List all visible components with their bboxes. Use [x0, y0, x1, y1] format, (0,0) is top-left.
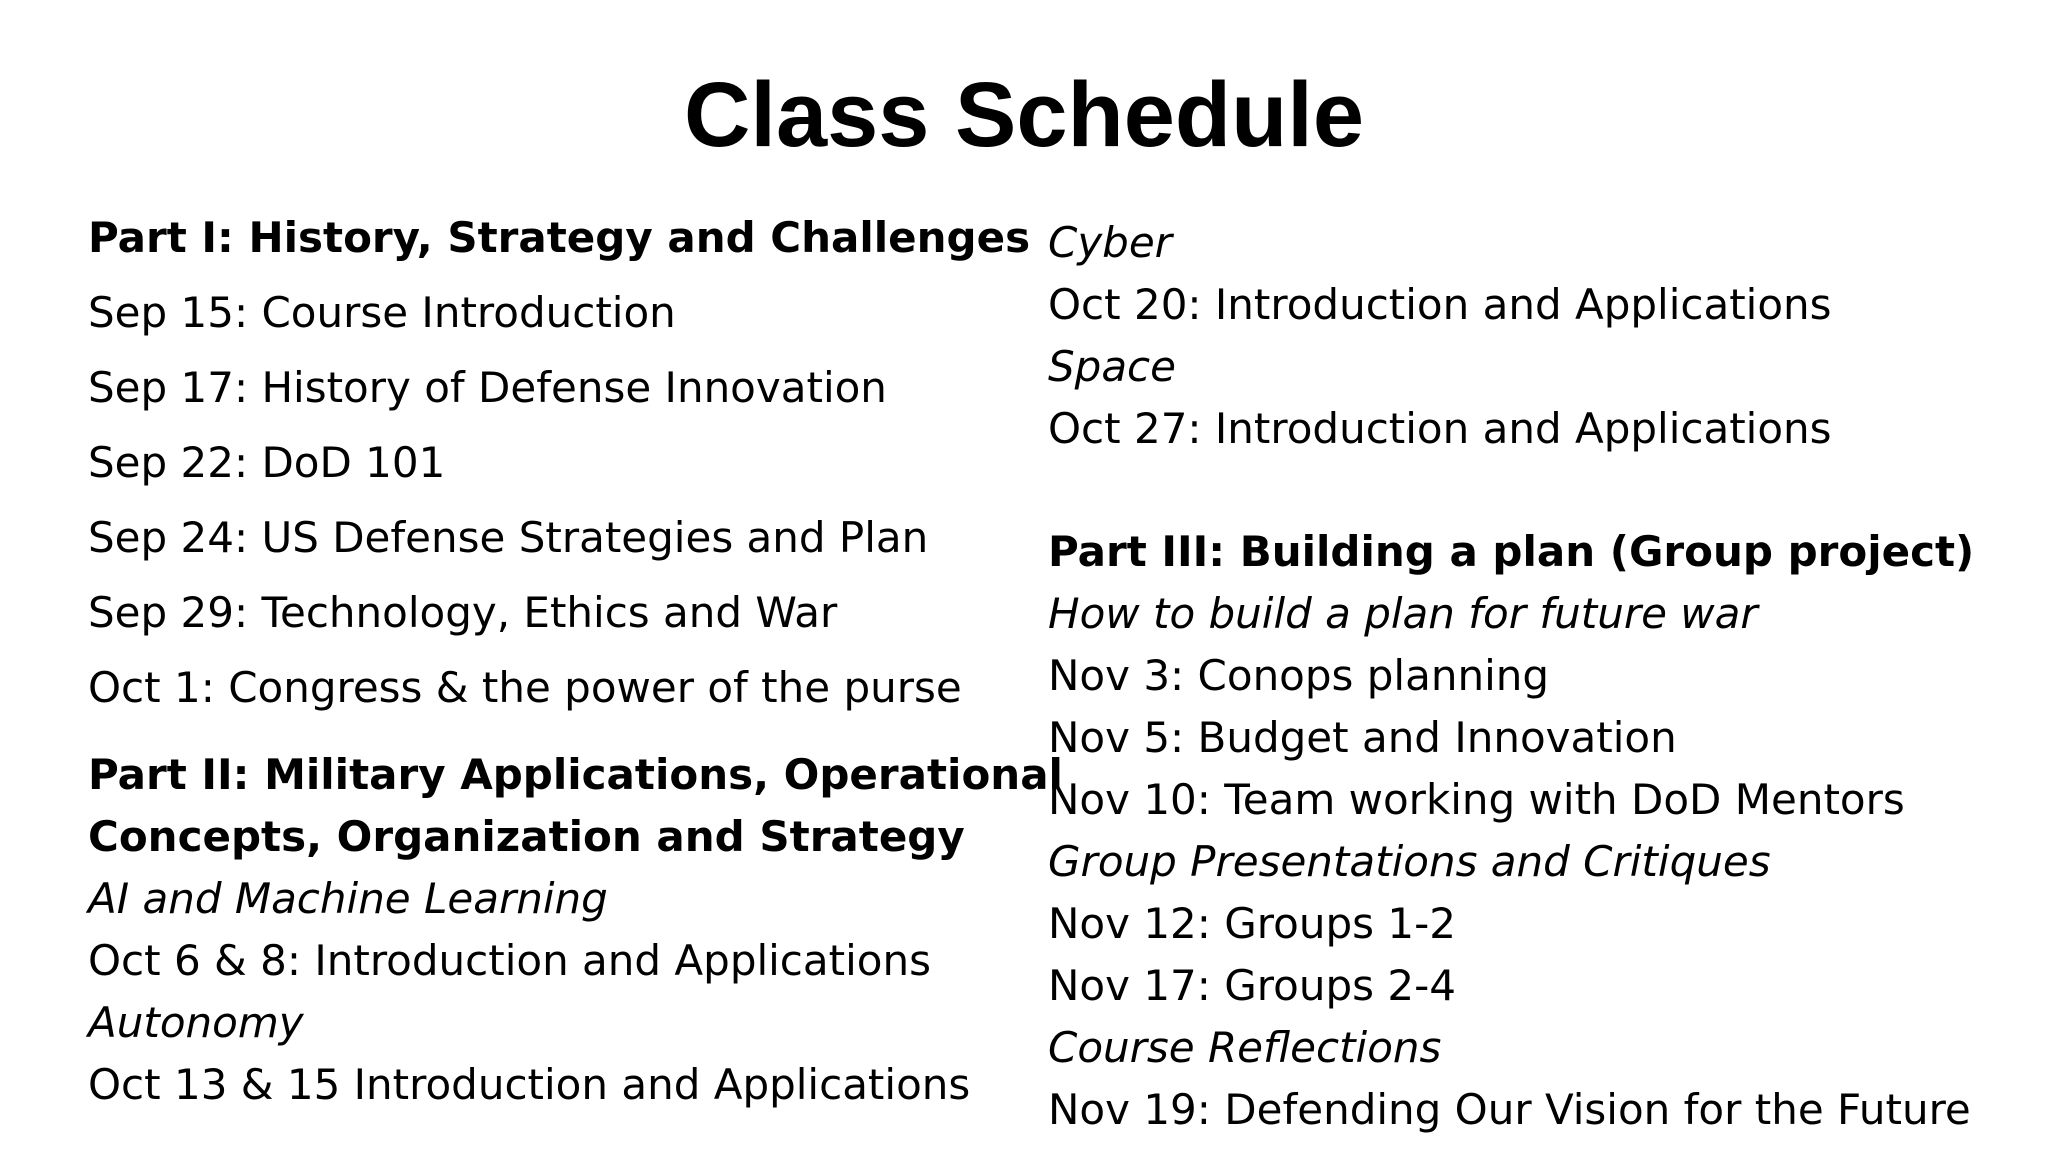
schedule-item: Sep 29: Technology, Ethics and War	[88, 588, 838, 637]
part3-heading: Part III: Building a plan (Group project)	[1048, 527, 1975, 576]
cyber-subheading: Cyber	[1048, 218, 1172, 267]
schedule-item: Oct 1: Congress & the power of the purse	[88, 663, 962, 712]
schedule-item: Oct 27: Introduction and Applications	[1048, 404, 1832, 453]
schedule-item: Nov 10: Team working with DoD Mentors	[1048, 775, 1905, 824]
schedule-item: Nov 17: Groups 2-4	[1048, 961, 1456, 1010]
schedule-item: Oct 13 & 15 Introduction and Applications	[88, 1060, 971, 1109]
schedule-item: Sep 17: History of Defense Innovation	[88, 363, 887, 412]
right-column	[1048, 0, 2038, 1152]
page-title: Class Schedule	[683, 64, 1365, 166]
schedule-item: Nov 12: Groups 1-2	[1048, 899, 1456, 948]
autonomy-subheading: Autonomy	[88, 998, 304, 1047]
schedule-item: Sep 22: DoD 101	[88, 438, 446, 487]
schedule-item: Oct 20: Introduction and Applications	[1048, 280, 1832, 329]
schedule-item: Nov 5: Budget and Innovation	[1048, 713, 1677, 762]
ai-subheading: AI and Machine Learning	[88, 874, 608, 923]
left-column	[88, 0, 1063, 1152]
schedule-item: Nov 19: Defending Our Vision for the Future	[1048, 1085, 1971, 1134]
part1-heading: Part I: History, Strategy and Challenges	[88, 213, 1031, 262]
reflections-subheading: Course Reflections	[1048, 1023, 1442, 1072]
space-subheading: Space	[1048, 342, 1176, 391]
schedule-item: Sep 24: US Defense Strategies and Plan	[88, 513, 929, 562]
schedule-item: Sep 15: Course Introduction	[88, 288, 676, 337]
schedule-item: Oct 6 & 8: Introduction and Applications	[88, 936, 931, 985]
part2-heading-line2: Concepts, Organization and Strategy	[88, 812, 965, 861]
part2-heading-line1: Part II: Military Applications, Operational	[88, 750, 1063, 799]
plan-subheading: How to build a plan for future war	[1048, 589, 1758, 638]
schedule-item: Nov 3: Conops planning	[1048, 651, 1550, 700]
presentations-subheading: Group Presentations and Critiques	[1048, 837, 1771, 886]
